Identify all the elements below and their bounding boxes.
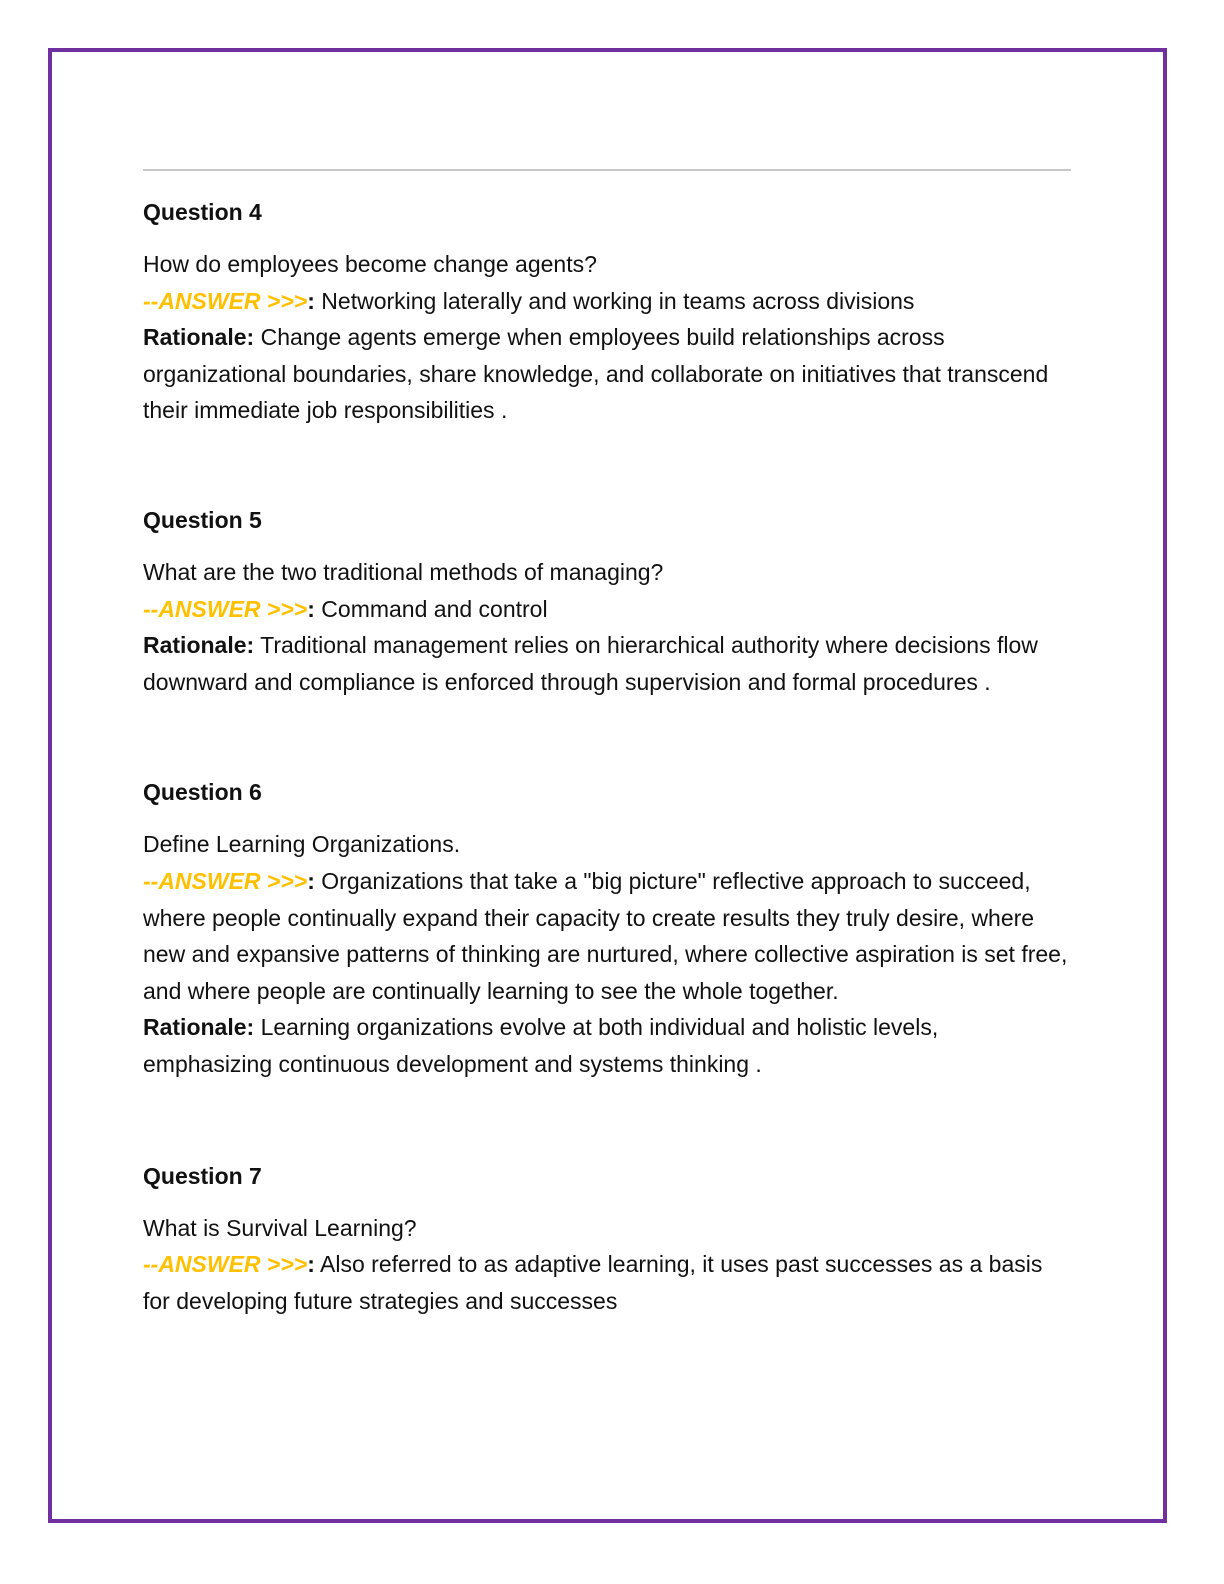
answer-colon: : bbox=[307, 287, 315, 314]
answer-line bbox=[143, 1246, 1071, 1319]
answer-text: Command and control bbox=[314, 595, 548, 622]
answer-line bbox=[143, 283, 1071, 320]
rationale-line bbox=[143, 1009, 1071, 1082]
question-prompt: What is Survival Learning? bbox=[143, 1214, 417, 1241]
question-title: Question 4 bbox=[143, 199, 262, 225]
question-block-7 bbox=[143, 1158, 1071, 1320]
rationale-text: Change agents emerge when employees build relationships across organizational boundaries, share knowledge, and collaborate on initiatives that transcend their immediate job responsibilities . bbox=[143, 324, 1049, 424]
rationale-line bbox=[143, 319, 1071, 429]
rationale-line bbox=[143, 627, 1071, 700]
answer-text: Networking laterally and working in teams across divisions bbox=[314, 287, 915, 314]
answer-tag: --ANSWER >>> bbox=[143, 287, 308, 314]
header-divider bbox=[143, 169, 1071, 171]
question-block-4 bbox=[143, 194, 1071, 429]
answer-tag: --ANSWER >>> bbox=[143, 1251, 308, 1278]
answer-tag: --ANSWER >>> bbox=[143, 867, 308, 894]
question-prompt: How do employees become change agents? bbox=[143, 251, 597, 277]
answer-colon: : bbox=[307, 595, 315, 622]
question-list bbox=[143, 194, 1071, 1319]
answer-line bbox=[143, 591, 1071, 628]
rationale-label: Rationale: bbox=[143, 632, 255, 659]
answer-text: Organizations that take a "big picture" reflective approach to succeed, where people continually expand their capacity to create results they truly desire, where new and expansive patterns of thinking are nurtured, where collective aspiration is set free, and where people are continually learning to see the whole together. bbox=[143, 867, 1068, 1004]
rationale-text: Learning organizations evolve at both individual and holistic levels, emphasizing continuous development and systems thinking . bbox=[143, 1014, 939, 1077]
rationale-label: Rationale: bbox=[143, 324, 255, 351]
question-block-6 bbox=[143, 774, 1071, 1082]
answer-line bbox=[143, 863, 1071, 1009]
question-title: Question 7 bbox=[143, 1162, 262, 1189]
question-title: Question 6 bbox=[143, 779, 262, 806]
question-prompt: Define Learning Organizations. bbox=[143, 831, 461, 858]
question-prompt: What are the two traditional methods of managing? bbox=[143, 558, 664, 585]
answer-tag: --ANSWER >>> bbox=[143, 595, 308, 622]
question-title: Question 5 bbox=[143, 506, 262, 533]
answer-text: Also referred to as adaptive learning, it uses past successes as a basis for developing future strategies and successes bbox=[143, 1251, 1043, 1314]
answer-colon: : bbox=[307, 867, 315, 894]
rationale-label: Rationale: bbox=[143, 1014, 255, 1041]
answer-colon: : bbox=[307, 1251, 315, 1278]
rationale-text: Traditional management relies on hierarchical authority where decisions flow downward and compliance is enforced through supervision and formal procedures . bbox=[143, 632, 1038, 695]
question-block-5 bbox=[143, 502, 1071, 700]
